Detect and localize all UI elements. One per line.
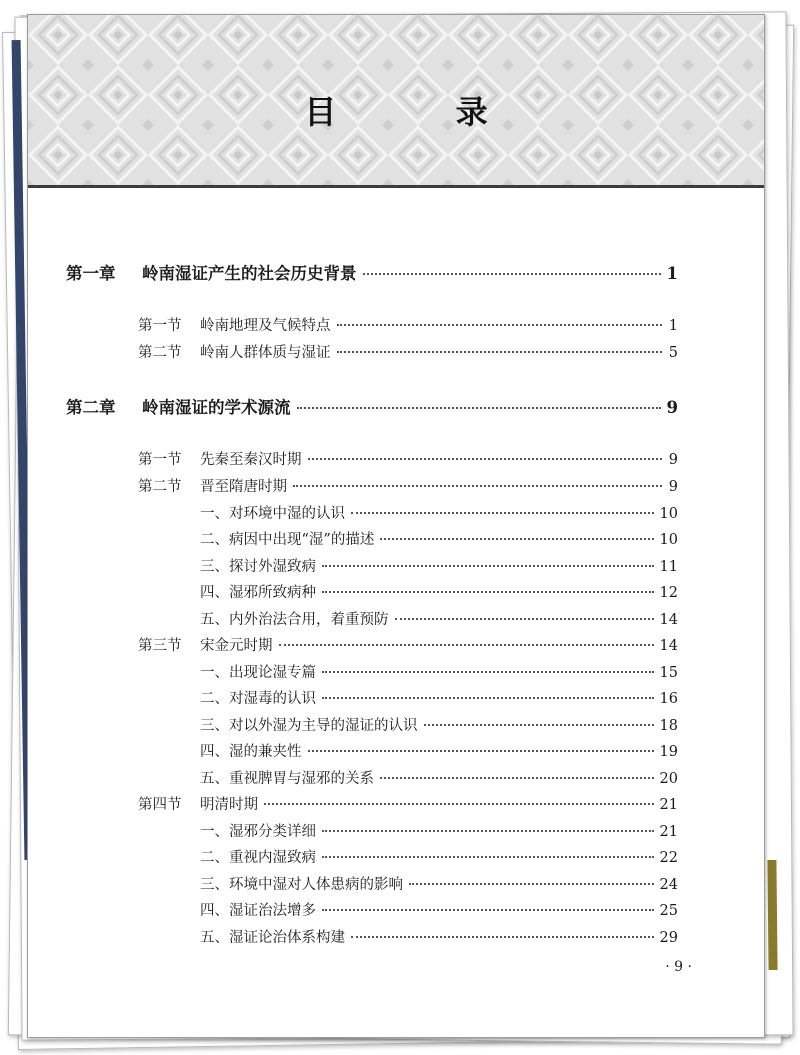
section-title: 明清时期 bbox=[200, 797, 258, 813]
page-ref: 24 bbox=[659, 877, 678, 893]
page-ref: 9 bbox=[666, 398, 678, 417]
toc-chapter-2[interactable] bbox=[66, 394, 678, 418]
section-title: 晋至隋唐时期 bbox=[200, 479, 287, 495]
dot-leader bbox=[322, 856, 654, 858]
section-title: 先秦至秦汉时期 bbox=[200, 452, 302, 468]
page-ref: 22 bbox=[659, 850, 678, 866]
toc-item[interactable] bbox=[200, 873, 678, 894]
toc-item[interactable] bbox=[200, 687, 678, 708]
page-ref: 10 bbox=[659, 532, 678, 548]
page-ref: 15 bbox=[659, 665, 678, 681]
section-label: 第四节 bbox=[138, 797, 182, 813]
dot-leader bbox=[351, 512, 654, 514]
toc-item[interactable] bbox=[200, 581, 678, 602]
dot-leader bbox=[293, 485, 662, 487]
toc-section-2-2[interactable] bbox=[138, 475, 678, 496]
toc-item[interactable] bbox=[200, 899, 678, 920]
dot-leader bbox=[297, 407, 661, 409]
page-ref: 14 bbox=[659, 638, 678, 654]
chapter-title: 岭南湿证的学术源流 bbox=[142, 398, 291, 417]
dot-leader bbox=[322, 591, 654, 593]
item-title: 四、湿证治法增多 bbox=[200, 903, 316, 919]
item-title: 四、湿的兼夹性 bbox=[200, 744, 302, 760]
page-ref: 9 bbox=[668, 479, 678, 495]
page-ref: 1 bbox=[666, 264, 678, 283]
toc-chapter-1[interactable] bbox=[66, 260, 678, 284]
toc-item[interactable] bbox=[200, 714, 678, 735]
page-ref: 1 bbox=[668, 318, 678, 334]
toc-item[interactable] bbox=[200, 820, 678, 841]
dot-leader bbox=[380, 777, 654, 779]
toc-item[interactable] bbox=[200, 502, 678, 523]
page-ref: 9 bbox=[668, 452, 678, 468]
item-title: 二、对湿毒的认识 bbox=[200, 691, 316, 707]
toc-item[interactable] bbox=[200, 740, 678, 761]
page-ref: 29 bbox=[659, 930, 678, 946]
toc-item[interactable] bbox=[200, 767, 678, 788]
dot-leader bbox=[337, 351, 663, 353]
toc-section-2-3[interactable] bbox=[138, 634, 678, 655]
dot-leader bbox=[308, 458, 663, 460]
page-ref: 10 bbox=[659, 506, 678, 522]
item-title: 五、内外治法合用，着重预防 bbox=[200, 612, 389, 628]
toc-section-1-2[interactable] bbox=[138, 341, 678, 362]
dot-leader bbox=[363, 273, 661, 275]
dot-leader bbox=[380, 538, 653, 540]
dot-leader bbox=[409, 883, 654, 885]
section-title: 岭南地理及气候特点 bbox=[200, 318, 331, 334]
toc-item[interactable] bbox=[200, 608, 678, 629]
dot-leader bbox=[264, 803, 654, 805]
dot-leader bbox=[322, 565, 654, 567]
section-title: 岭南人群体质与湿证 bbox=[200, 345, 331, 361]
item-title: 二、重视内湿致病 bbox=[200, 850, 316, 866]
dot-leader bbox=[322, 830, 654, 832]
item-title: 五、湿证论治体系构建 bbox=[200, 930, 345, 946]
section-label: 第二节 bbox=[138, 479, 182, 495]
dot-leader bbox=[424, 724, 654, 726]
toc-section-2-1[interactable] bbox=[138, 448, 678, 469]
toc-item[interactable] bbox=[200, 555, 678, 576]
dot-leader bbox=[395, 618, 654, 620]
item-title: 一、湿邪分类详细 bbox=[200, 824, 316, 840]
toc-section-1-1[interactable] bbox=[138, 314, 678, 335]
chapter-label: 第二章 bbox=[66, 398, 116, 417]
page-ref: 5 bbox=[668, 345, 678, 361]
section-title: 宋金元时期 bbox=[200, 638, 273, 654]
page-ref: 20 bbox=[659, 771, 678, 787]
section-label: 第一节 bbox=[138, 452, 182, 468]
dot-leader bbox=[279, 644, 654, 646]
dot-leader bbox=[337, 324, 663, 326]
section-label: 第三节 bbox=[138, 638, 182, 654]
dot-leader bbox=[322, 697, 654, 699]
page-ref: 11 bbox=[659, 559, 678, 575]
chapter-label: 第一章 bbox=[66, 264, 116, 283]
page-ref: 21 bbox=[659, 797, 678, 813]
item-title: 三、环境中湿对人体患病的影响 bbox=[200, 877, 403, 893]
cover-edge-gold bbox=[767, 860, 777, 970]
chapter-title: 岭南湿证产生的社会历史背景 bbox=[142, 264, 357, 283]
dot-leader bbox=[322, 909, 654, 911]
item-title: 五、重视脾胃与湿邪的关系 bbox=[200, 771, 374, 787]
header-banner bbox=[28, 15, 764, 188]
page-ref: 12 bbox=[659, 585, 678, 601]
item-title: 三、对以外湿为主导的湿证的认识 bbox=[200, 718, 418, 734]
toc-item[interactable] bbox=[200, 661, 678, 682]
dot-leader bbox=[308, 750, 654, 752]
page-ref: 21 bbox=[659, 824, 678, 840]
page-ref: 14 bbox=[659, 612, 678, 628]
toc-section-2-4[interactable] bbox=[138, 793, 678, 814]
item-title: 一、出现论湿专篇 bbox=[200, 665, 316, 681]
dot-leader bbox=[351, 936, 654, 938]
dot-leader bbox=[322, 671, 654, 673]
footer-page-number: · 9 · bbox=[665, 959, 692, 975]
item-title: 三、探讨外湿致病 bbox=[200, 559, 316, 575]
toc-page bbox=[27, 14, 765, 1038]
page-ref: 19 bbox=[659, 744, 678, 760]
section-label: 第二节 bbox=[138, 345, 182, 361]
toc-item[interactable] bbox=[200, 846, 678, 867]
section-label: 第一节 bbox=[138, 318, 182, 334]
item-title: 二、病因中出现“湿”的描述 bbox=[200, 532, 375, 548]
toc-item[interactable] bbox=[200, 926, 678, 947]
page-ref: 25 bbox=[659, 903, 678, 919]
item-title: 四、湿邪所致病种 bbox=[200, 585, 316, 601]
page-ref: 18 bbox=[659, 718, 678, 734]
item-title: 一、对环境中湿的认识 bbox=[200, 506, 345, 522]
page-title: 目 录 bbox=[304, 93, 542, 131]
page-ref: 16 bbox=[659, 691, 678, 707]
toc-item[interactable] bbox=[200, 528, 678, 549]
